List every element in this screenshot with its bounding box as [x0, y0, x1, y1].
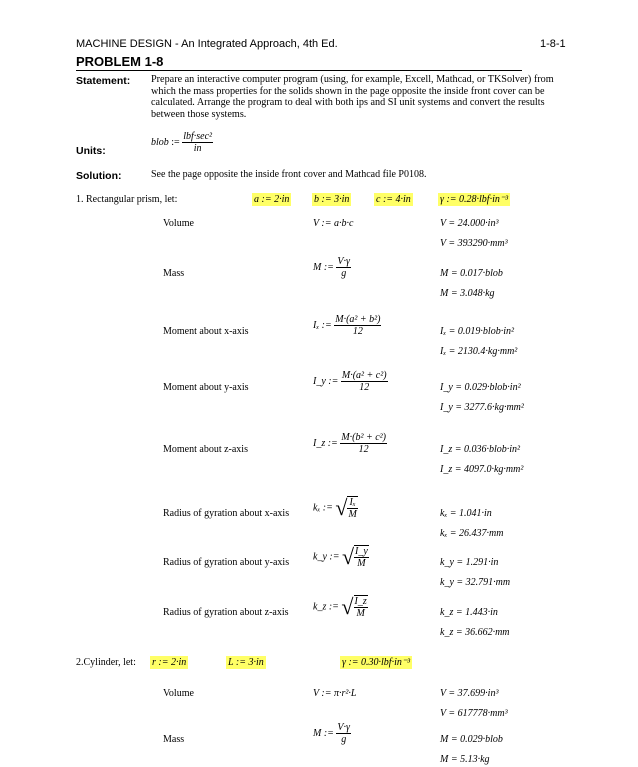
- prism-formula-den: 12: [341, 381, 388, 393]
- prism-formula-den: M: [354, 607, 368, 619]
- prism-row-result-2: M = 3.048·kg: [440, 288, 495, 299]
- var-L: L := 3·in: [228, 657, 264, 668]
- units-definition: blob := $\frac{\text{lbf·sec²}}{in}$: [151, 131, 213, 154]
- cylinder-formula-fraction: [336, 722, 351, 745]
- solution-label: Solution:: [76, 170, 122, 182]
- var-b: b := 3·in: [314, 194, 350, 205]
- prism-formula-lhs: k_z :=: [313, 601, 342, 613]
- prism-row-label: Mass: [163, 268, 185, 279]
- prism-row-formula: [313, 370, 388, 393]
- page-number: 1-8-1: [540, 38, 566, 50]
- prism-row-label: Radius of gyration about y-axis: [163, 557, 290, 568]
- prism-row-result-1: M = 0.017·blob: [440, 268, 503, 279]
- prism-row-formula: V := a·b·c: [313, 218, 354, 229]
- prism-row-result-2: I_z = 4097.0·kg·mm²: [440, 464, 524, 475]
- units-name: blob: [151, 136, 169, 148]
- prism-formula-lhs: Iₓ :=: [313, 319, 335, 331]
- prism-sqrt-icon: [341, 595, 367, 619]
- prism-row-result-2: V = 393290·mm³: [440, 238, 508, 249]
- prism-radical-icon: √: [335, 495, 348, 520]
- cylinder-row-formula: [313, 722, 351, 745]
- prism-formula-lhs: M :=: [313, 261, 337, 273]
- prism-formula-num: I_y: [355, 546, 368, 557]
- prism-row-formula: [313, 496, 358, 520]
- prism-row-result-1: I_y = 0.029·blob·in²: [440, 382, 521, 393]
- prism-row-result-1: Iₓ = 0.019·blob·in²: [440, 326, 514, 337]
- prism-formula-num: M·(a² + c²): [341, 370, 387, 381]
- var-r: r := 2·in: [152, 657, 187, 668]
- prism-row-formula: [313, 545, 369, 569]
- prism-radical-icon: √: [341, 544, 355, 569]
- book-title: MACHINE DESIGN - An Integrated Approach, 4th Ed.: [76, 38, 338, 50]
- prism-sqrt-body: [354, 545, 369, 569]
- var-c: c := 4·in: [376, 194, 411, 205]
- section1-title: 1. Rectangular prism, let:: [76, 194, 178, 205]
- prism-formula-fraction: [340, 432, 387, 455]
- prism-sqrt-body: [354, 595, 368, 619]
- prism-formula-den: M: [348, 509, 357, 520]
- prism-formula-fraction: [336, 256, 351, 279]
- prism-formula-fraction: [354, 546, 369, 569]
- prism-row-result-2: Iₓ = 2130.4·kg·mm²: [440, 346, 518, 357]
- prism-row-result-1: I_z = 0.036·blob·in²: [440, 444, 521, 455]
- prism-formula-den: 12: [340, 443, 387, 455]
- prism-row-result-1: V = 24.000·in³: [440, 218, 499, 229]
- cylinder-row-formula: V := π·r²·L: [313, 688, 357, 699]
- prism-formula-den: g: [336, 267, 351, 279]
- cylinder-formula-den: g: [336, 733, 351, 745]
- prism-row-label: Moment about x-axis: [163, 326, 249, 337]
- problem-title: PROBLEM 1-8: [76, 54, 164, 69]
- prism-formula-lhs: I_z :=: [313, 437, 341, 449]
- prism-formula-num: M·(a² + b²): [335, 314, 381, 325]
- var-gamma: γ := 0.28·lbf·in⁻³: [440, 194, 509, 205]
- prism-row-result-2: k_z = 36.662·mm: [440, 627, 510, 638]
- var-gamma-cyl: γ := 0.30·lbf·in⁻³: [342, 657, 411, 668]
- prism-formula-lhs: kₓ :=: [313, 502, 336, 514]
- var-a: a := 2·in: [254, 194, 290, 205]
- title-rule: [76, 70, 522, 71]
- cylinder-row-label: Volume: [163, 688, 194, 699]
- statement-text: Prepare an interactive computer program (using, for example, Excell, Mathcad, or TKSolver) from which the mass properties for the solids shown in the page opposite the inside front cover can be calculated. Arrange the program to deal with both ips and SI unit systems and convert the results between those systems.: [151, 74, 554, 120]
- prism-formula-den: M: [354, 557, 369, 569]
- cylinder-row-label: Mass: [163, 734, 185, 745]
- prism-row-formula: [313, 595, 368, 619]
- prism-formula-fraction: [354, 596, 368, 619]
- units-label: Units:: [76, 145, 106, 157]
- prism-row-result-1: kₓ = 1.041·in: [440, 508, 492, 519]
- statement-label: Statement:: [76, 75, 131, 87]
- prism-formula-lhs: k_y :=: [313, 551, 342, 563]
- cylinder-formula-lhs: M :=: [313, 727, 337, 739]
- prism-formula-fraction: [334, 314, 381, 337]
- prism-formula-den: 12: [334, 325, 381, 337]
- prism-row-formula: [313, 432, 387, 455]
- prism-sqrt-icon: [335, 496, 357, 520]
- solution-text: See the page opposite the inside front cover and Mathcad file P0108.: [151, 169, 427, 180]
- prism-row-label: Moment about z-axis: [163, 444, 248, 455]
- prism-row-result-2: kₓ = 26.437·mm: [440, 528, 504, 539]
- prism-row-label: Radius of gyration about x-axis: [163, 508, 290, 519]
- cylinder-formula-num: V·γ: [337, 722, 350, 733]
- prism-row-result-1: k_z = 1.443·in: [440, 607, 498, 618]
- section2-title: 2.Cylinder, let:: [76, 657, 136, 668]
- units-denominator: in: [182, 142, 213, 154]
- prism-row-result-2: I_y = 3277.6·kg·mm²: [440, 402, 524, 413]
- units-numerator: lbf·sec²: [183, 131, 213, 142]
- prism-formula-num: I_z: [354, 596, 367, 607]
- prism-sqrt-icon: [342, 545, 369, 569]
- prism-formula-fraction: [347, 497, 357, 520]
- prism-row-label: Radius of gyration about z-axis: [163, 607, 289, 618]
- prism-formula-fraction: [341, 370, 388, 393]
- cylinder-row-result-2: M = 5.13·kg: [440, 754, 490, 765]
- prism-row-result-1: k_y = 1.291·in: [440, 557, 499, 568]
- cylinder-row-result-1: V = 37.699·in³: [440, 688, 499, 699]
- prism-formula-num: Iₓ: [349, 497, 356, 508]
- prism-radical-icon: √: [341, 594, 354, 619]
- prism-formula-num: M·(b² + c²): [341, 432, 386, 443]
- prism-row-label: Moment about y-axis: [163, 382, 249, 393]
- prism-formula-lhs: I_y :=: [313, 375, 341, 387]
- prism-row-formula: [313, 314, 381, 337]
- prism-formula-num: V·γ: [337, 256, 350, 267]
- prism-row-label: Volume: [163, 218, 194, 229]
- cylinder-row-result-2: V = 617778·mm³: [440, 708, 508, 719]
- prism-row-result-2: k_y = 32.791·mm: [440, 577, 511, 588]
- cylinder-row-result-1: M = 0.029·blob: [440, 734, 503, 745]
- prism-row-formula: [313, 256, 351, 279]
- prism-sqrt-body: [347, 496, 357, 520]
